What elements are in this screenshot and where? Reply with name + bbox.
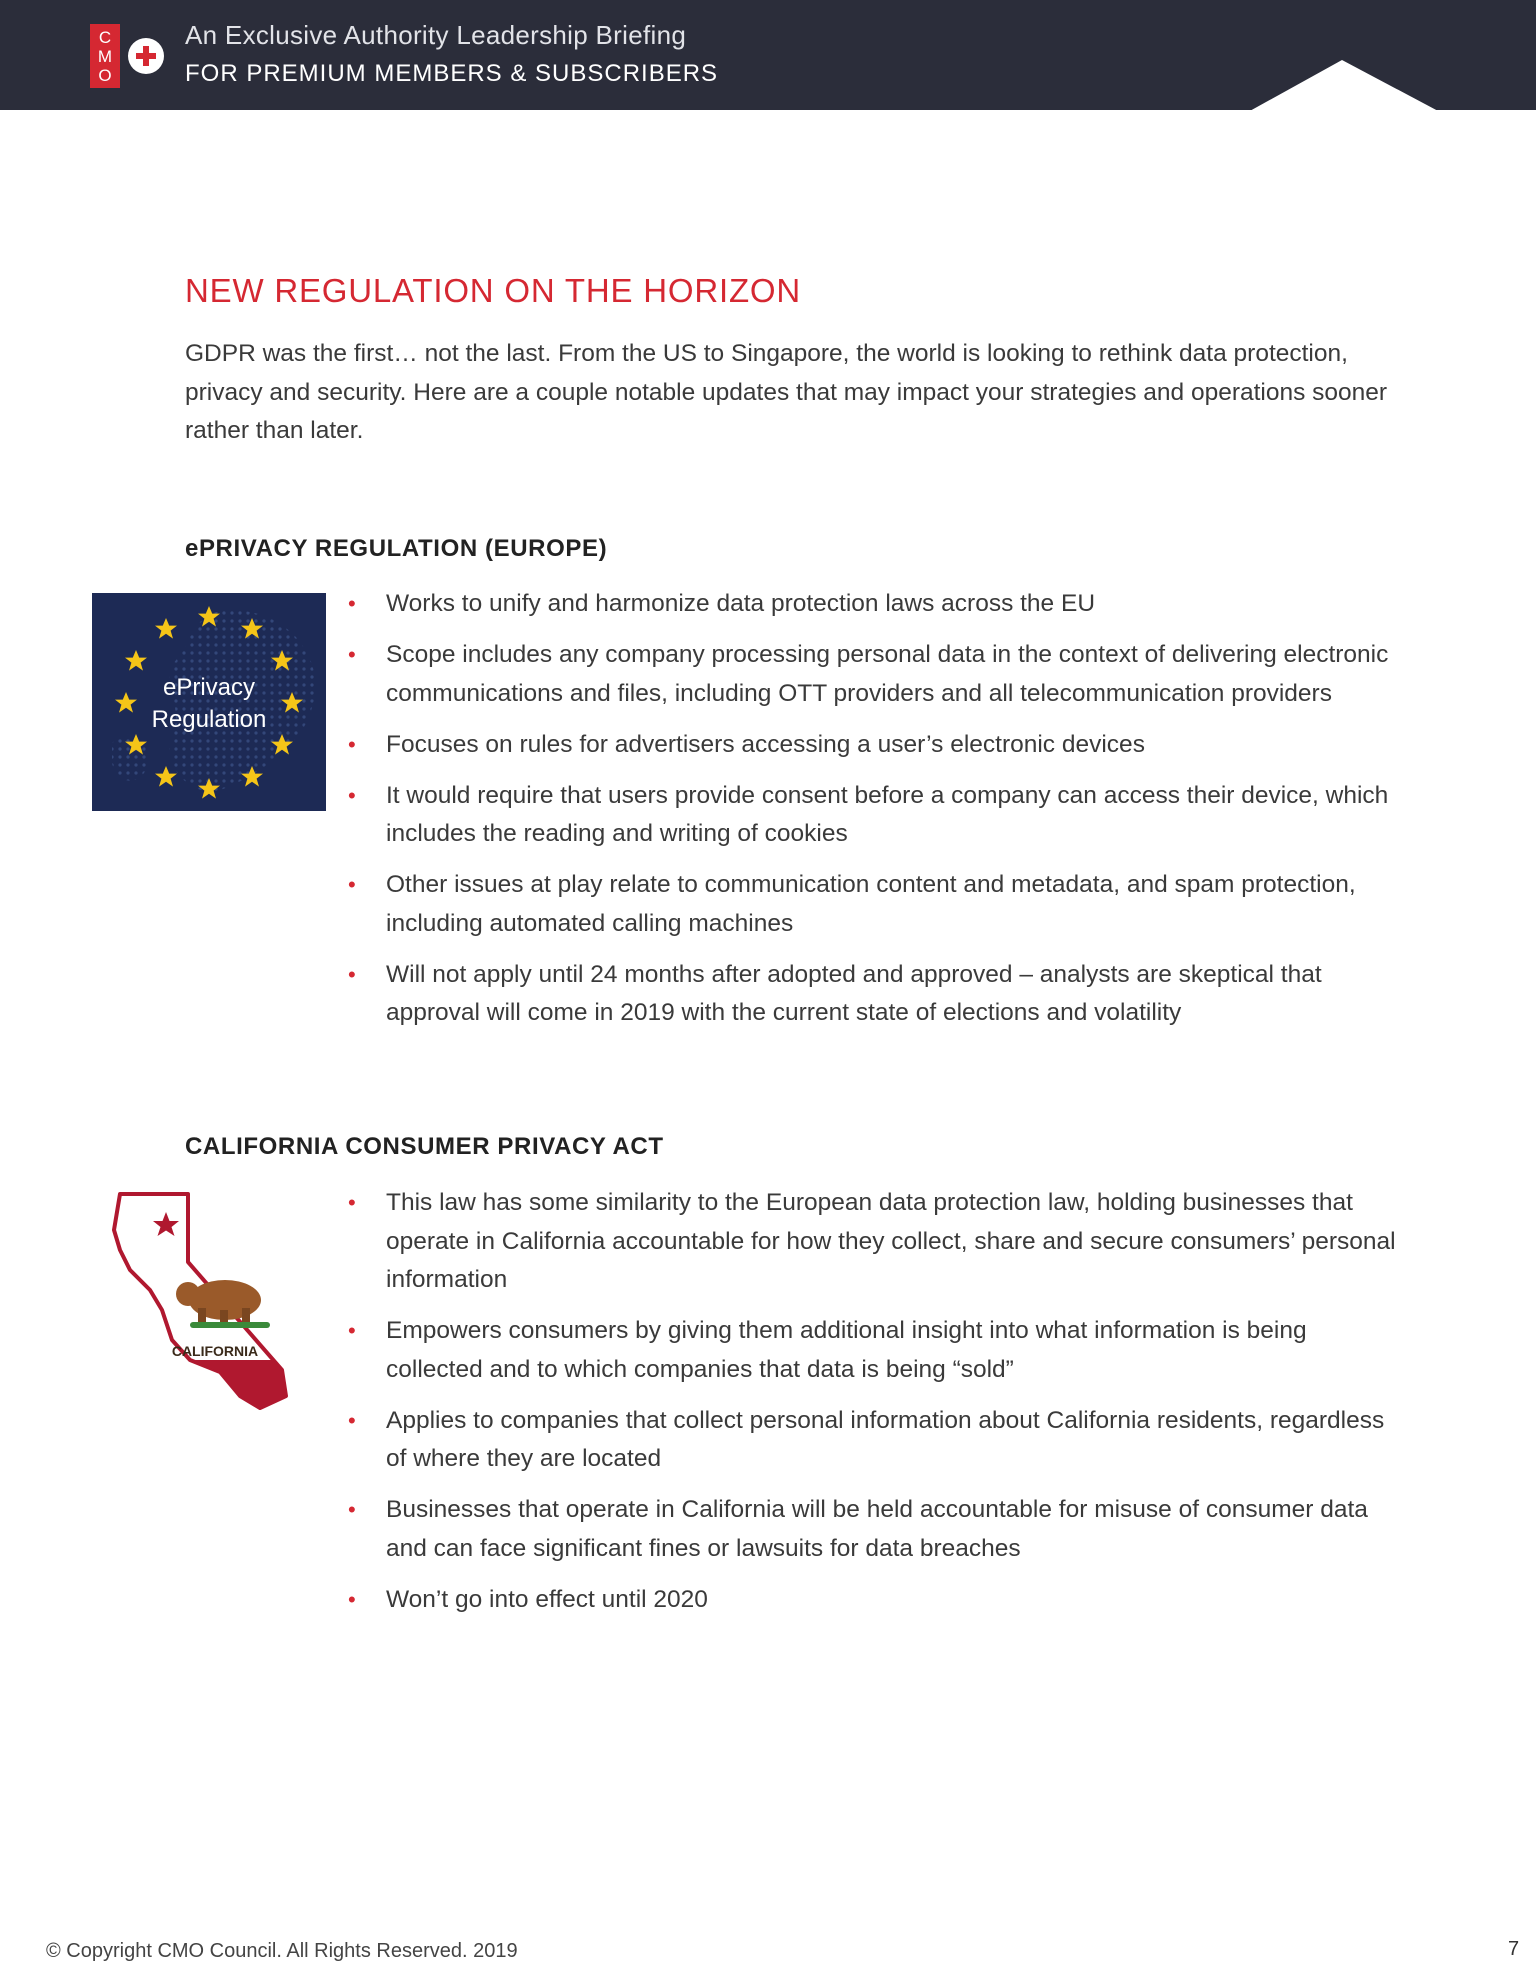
bullet-icon: • — [348, 591, 356, 616]
list-item: • Focuses on rules for advertisers accessing a user’s electronic devices — [348, 726, 1408, 765]
header-subtitle: FOR PREMIUM MEMBERS & SUBSCRIBERS — [185, 60, 719, 87]
eprivacy-heading: ePRIVACY REGULATION (EUROPE) — [185, 535, 608, 562]
bullet-icon: • — [348, 642, 356, 667]
list-item: • Other issues at play relate to communication content and metadata, and spam protection, including automated calling machines — [348, 866, 1408, 943]
logo-letter-c: C — [98, 28, 112, 47]
page-number: 7 — [1508, 1938, 1520, 1960]
bullet-icon: • — [348, 731, 356, 757]
eprivacy-image-line2: Regulation — [151, 706, 267, 733]
list-item: • Empowers consumers by giving them additional insight into what information is being collected and to which companies that data is being “sold” — [348, 1312, 1408, 1389]
bullet-icon: • — [348, 961, 356, 987]
bullet-icon: • — [348, 1407, 356, 1433]
california-image-label: CALIFORNIA — [171, 1343, 259, 1359]
bullet-icon: • — [348, 1586, 356, 1612]
footer-copyright: © Copyright CMO Council. All Rights Reserved. 2019 — [46, 1940, 518, 1962]
list-item: • Will not apply until 24 months after adopted and approved – analysts are skeptical that approval will come in 2019 with the current state of elections and volatility — [348, 956, 1408, 1033]
bullet-icon: • — [348, 1497, 356, 1522]
ccpa-bullet-list — [348, 1184, 1408, 1632]
list-item: • Applies to companies that collect personal information about California residents, regardless of where they are located — [348, 1402, 1408, 1479]
page-header — [0, 0, 1536, 110]
list-item: • It would require that users provide consent before a company can access their device, which includes the reading and writing of cookies — [348, 777, 1408, 854]
list-item: • Works to unify and harmonize data protection laws across the EU — [348, 585, 1408, 624]
bullet-icon: • — [348, 782, 356, 808]
list-item: • Businesses that operate in California will be held accountable for misuse of consumer data and can face significant fines or lawsuits for data breaches — [348, 1491, 1408, 1568]
bullet-icon: • — [348, 1190, 356, 1215]
eprivacy-image-line1: ePrivacy — [162, 674, 256, 701]
cmo-logo — [90, 24, 168, 88]
eprivacy-eu-flag-image — [92, 593, 326, 811]
eprivacy-bullet-list — [348, 585, 1408, 1045]
logo-letter-o: O — [98, 66, 112, 85]
california-flag-map-image — [110, 1190, 315, 1410]
header-tagline: An Exclusive Authority Leadership Briefing — [185, 20, 687, 50]
list-item: • This law has some similarity to the European data protection law, holding businesses that operate in California accountable for how they collect, share and secure consumers’ personal information — [348, 1184, 1408, 1300]
bullet-icon: • — [348, 1318, 356, 1343]
list-item: • Scope includes any company processing personal data in the context of delivering electronic communications and files, including OTT providers and all telecommunication providers — [348, 636, 1408, 713]
list-item: • Won’t go into effect until 2020 — [348, 1581, 1408, 1620]
logo-letter-m: M — [97, 47, 113, 66]
mountain-graphic — [1020, 56, 1536, 110]
bullet-icon: • — [348, 872, 356, 897]
intro-paragraph: GDPR was the first… not the last. From the US to Singapore, the world is looking to rethink data protection, privacy and security. Here are a couple notable updates that may impact your strategies and operations sooner rather than later. — [185, 340, 1388, 444]
ccpa-heading: CALIFORNIA CONSUMER PRIVACY ACT — [185, 1133, 664, 1160]
section-title: NEW REGULATION ON THE HORIZON — [185, 272, 802, 309]
